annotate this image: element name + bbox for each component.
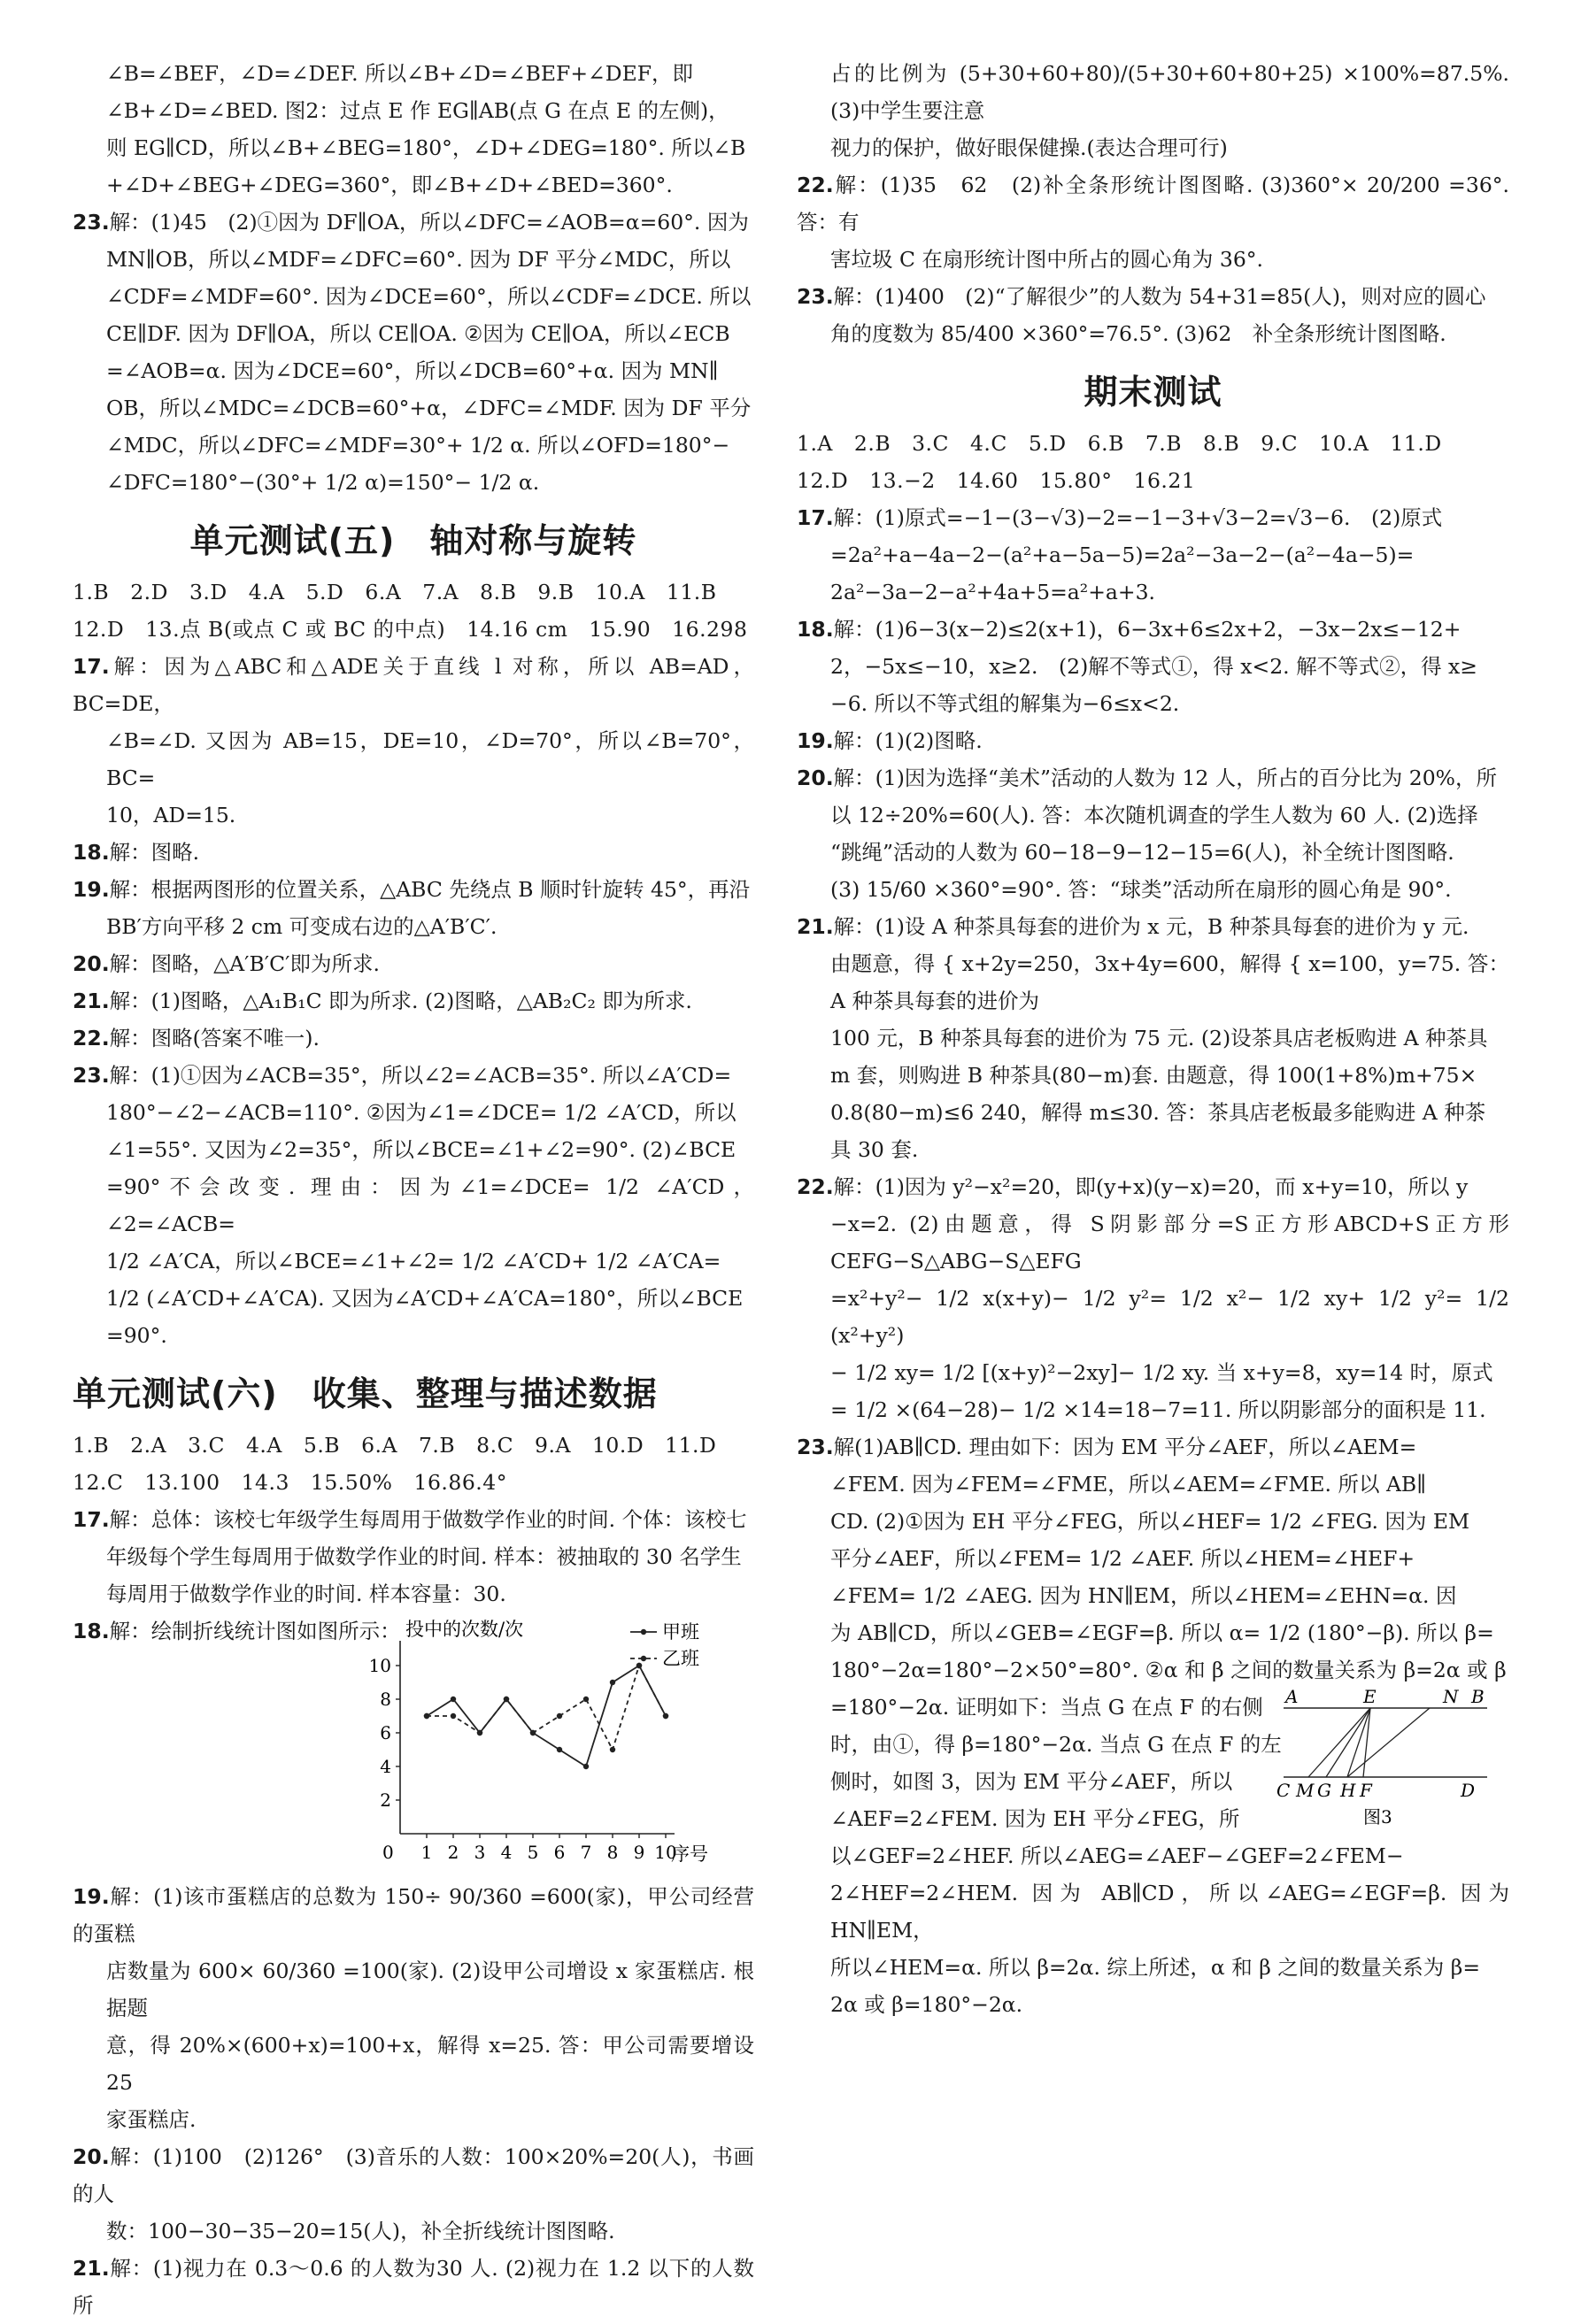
text-line: 解：(1)图略，△A₁B₁C 即为所求. (2)图略，△AB₂C₂ 即为所求. xyxy=(109,989,692,1013)
q22-continuation xyxy=(73,55,754,204)
text-line: 180°−∠2−∠ACB=110°. ②因为∠1=∠DCE= 1/2 ∠A′CD，所以 xyxy=(106,1100,737,1125)
answer-line: 1.B 2.A 3.C 4.A 5.B 6.A 7.B 8.C 9.A 10.D 11.D xyxy=(73,1433,717,1458)
text-line: 占的比例为 (5+30+60+80)/(5+30+60+80+25) ×100%=87.5%. (3)中学生要注意 xyxy=(830,61,1509,123)
x-tick-label: 2 xyxy=(447,1842,459,1863)
text-line: ∠B=∠D. 又因为 AB=15，DE=10，∠D=70°，所以∠B=70°，BC= xyxy=(106,728,754,790)
answer-line: 12.D 13.−2 14.60 15.80° 16.21 xyxy=(797,468,1196,493)
text-line: ∠DFC=180°−(30°+ 1/2 α)=150°− 1/2 α. xyxy=(106,470,540,495)
legend-label: 甲班 xyxy=(662,1621,699,1643)
figure-caption: 图3 xyxy=(1363,1806,1392,1828)
x-tick-label: 7 xyxy=(580,1842,592,1863)
text-line: =2a²+a−4a−2−(a²+a−5a−5)=2a²−3a−2−(a²−4a−5)= xyxy=(830,543,1415,567)
text-line: ∠FEM. 因为∠FEM=∠FME，所以∠AEM=∠FME. 所以 AB∥ xyxy=(830,1472,1427,1497)
left-column xyxy=(73,55,754,2324)
question-20-unit5 xyxy=(73,945,754,982)
text-line: 2a²−3a−2−a²+4a+5=a²+a+3. xyxy=(830,580,1156,604)
data-point xyxy=(583,1697,589,1702)
text-line: ∠CDF=∠MDF=60°. 因为∠DCE=60°，所以∠CDF=∠DCE. 所以 xyxy=(106,284,752,309)
text-line: 以∠GEF=2∠HEF. 所以∠AEG=∠AEF−∠GEF=2∠FEM− xyxy=(830,1843,1404,1868)
x-tick-label: 9 xyxy=(633,1842,645,1863)
x-tick-label: 5 xyxy=(527,1842,539,1863)
data-point xyxy=(504,1697,509,1702)
text-line: ∠1=55°. 又因为∠2=35°，所以∠BCE=∠1+∠2=90°. (2)∠BCE xyxy=(106,1137,737,1162)
text-line: 以 12÷20%=60(人). 答：本次随机调查的学生人数为 60 人. (2)选择 xyxy=(830,803,1478,827)
text-line: 1/2 (∠A′CD+∠A′CA). 又因为∠A′CD+∠A′CA=180°，所以∠BCE xyxy=(106,1286,744,1311)
x-tick-label: 4 xyxy=(500,1842,513,1863)
question-number: 19. xyxy=(797,728,834,753)
text-line: 店数量为 600× 60/360 =100(家). (2)设甲公司增设 x 家蛋糕店. 根据题 xyxy=(106,1958,754,2020)
answer-line: 12.C 13.100 14.3 15.50% 16.86.4° xyxy=(73,1470,507,1495)
question-17-unit5 xyxy=(73,648,754,834)
text-line: 解：因为△ABC和△ADE关于直线 l 对称，所以 AB=AD，BC=DE， xyxy=(73,654,754,716)
answer-line: 1.A 2.B 3.C 4.C 5.D 6.B 7.B 8.B 9.C 10.A 11.D xyxy=(797,431,1442,456)
text-line: 解：(1)400 (2)“了解很少”的人数为 54+31=85(人)，则对应的圆心 xyxy=(833,284,1486,309)
question-number: 19. xyxy=(73,1884,110,1909)
text-line: CE∥DF. 因为 DF∥OA，所以 CE∥OA. ②因为 CE∥OA，所以∠ECB xyxy=(106,321,730,346)
question-number: 23. xyxy=(73,1063,110,1088)
text-line: (3) 15/60 ×360°=90°. 答：“球类”活动所在扇形的圆心角是 90°. xyxy=(830,877,1452,902)
text-line: 解：根据两图形的位置关系，△ABC 先绕点 B 顺时针旋转 45°，再沿 xyxy=(109,877,751,902)
text-line: =90°不会改变. 理由：因为∠1=∠DCE= 1/2 ∠A′CD，∠2=∠ACB= xyxy=(106,1174,754,1236)
data-point xyxy=(663,1713,668,1719)
text-line: = 1/2 ×(64−28)− 1/2 ×14=18−7=11. 所以阴影部分的面积是 11. xyxy=(830,1397,1486,1422)
text-line: 年级每个学生每周用于做数学作业的时间. 样本：被抽取的 30 名学生 xyxy=(106,1544,742,1569)
section-title-unit5: 单元测试(五) 轴对称与旋转 xyxy=(189,521,637,560)
text-line: m 套，则购进 B 种茶具(80−m)套. 由题意，得 100(1+8%)m+75× xyxy=(830,1063,1477,1088)
question-22-unit5 xyxy=(73,1020,754,1057)
text-line: 解：(1)6−3(x−2)≤2(x+1)，6−3x+6≤2x+2，−3x−2x≤−12+ xyxy=(833,617,1461,642)
text-line: 角的度数为 85/400 ×360°=76.5°. (3)62 补全条形统计图图略. xyxy=(830,321,1446,346)
text-line: 时，由①，得 β=180°−2α. 当点 G 在点 F 的左 xyxy=(830,1732,1282,1757)
x-tick-label: 6 xyxy=(553,1842,566,1863)
text-line: −x=2. (2)由题意，得 S阴影部分=S正方形ABCD+S正方形CEFG−S△ABG−S△EFG xyxy=(830,1212,1509,1274)
text-line: 解：(1)视力在 0.3～0.6 的人数为30 人. (2)视力在 1.2 以下的人数所 xyxy=(73,2256,754,2318)
data-point xyxy=(557,1747,562,1752)
data-point xyxy=(424,1713,429,1719)
section-title-unit6: 单元测试(六) 收集、整理与描述数据 xyxy=(73,1374,658,1413)
question-number: 20. xyxy=(797,766,834,790)
text-line: 所以∠HEM=α. 所以 β=2α. 综上所述，α 和 β 之间的数量关系为 β= xyxy=(830,1955,1481,1980)
question-19-final xyxy=(797,722,1509,759)
text-line: BB′方向平移 2 cm 可变成右边的△A′B′C′. xyxy=(106,914,497,939)
text-line: 解：图略(答案不唯一). xyxy=(109,1026,320,1050)
label-c: C xyxy=(1276,1780,1291,1801)
question-number: 23. xyxy=(797,284,834,309)
text-line: =180°−2α. 证明如下：当点 G 在点 F 的右侧 xyxy=(830,1695,1263,1720)
label-g: G xyxy=(1317,1780,1331,1801)
label-n: N xyxy=(1443,1689,1459,1707)
section-title-final: 期末测试 xyxy=(1084,373,1222,412)
text-line: 解：(1)45 (2)①因为 DF∥OA，所以∠DFC=∠AOB=α=60°. 因为 xyxy=(109,210,749,235)
question-number: 18. xyxy=(73,840,110,865)
text-line: 视力的保护，做好眼保健操.(表达合理可行) xyxy=(830,135,1228,160)
data-point xyxy=(610,1680,615,1685)
data-point xyxy=(557,1713,562,1719)
text-line: 解：总体：该校七年级学生每周用于做数学作业的时间. 个体：该校七 xyxy=(109,1507,747,1532)
label-a: A xyxy=(1285,1689,1299,1707)
text-line: 害垃圾 C 在扇形统计图中所占的圆心角为 36°. xyxy=(830,247,1264,272)
text-line: 2，−5x≤−10，x≥2. (2)解不等式①，得 x<2. 解不等式②，得 x≥ xyxy=(830,654,1478,679)
question-number: 21. xyxy=(73,989,110,1013)
label-b: B xyxy=(1471,1689,1485,1707)
text-line: 解：(1)因为 y²−x²=20，即(y+x)(y−x)=20，而 x+y=10，所以 y xyxy=(833,1174,1469,1199)
question-20-unit6 xyxy=(73,2138,754,2250)
text-line: =x²+y²− 1/2 x(x+y)− 1/2 y²= 1/2 x²− 1/2 xy+ 1/2 y²= 1/2 (x²+y²) xyxy=(830,1286,1509,1348)
text-line: =90°. xyxy=(106,1323,167,1348)
segment-eg xyxy=(1326,1708,1370,1777)
question-23-unit4 xyxy=(73,204,754,501)
text-line: 100 元，B 种茶具每套的进价为 75 元. (2)设茶具店老板购进 A 种茶具 xyxy=(830,1026,1488,1050)
text-line: 0.8(80−m)≤6 240，解得 m≤30. 答：茶具店老板最多能购进 A 种茶 xyxy=(830,1100,1486,1125)
text-line: 解：绘制折线统计图如图所示： xyxy=(109,1619,401,1643)
text-line: 则 EG∥CD，所以∠B+∠BEG=180°，∠D+∠DEG=180°. 所以∠B xyxy=(106,135,746,160)
question-22-final xyxy=(797,1168,1509,1428)
text-line: 1/2 ∠A′CA，所以∠BCE=∠1+∠2= 1/2 ∠A′CD+ 1/2 ∠A′CA= xyxy=(106,1249,721,1274)
text-line: 解：(1)①因为∠ACB=35°，所以∠2=∠ACB=35°. 所以∠A′CD= xyxy=(109,1063,732,1088)
text-line: 10，AD=15. xyxy=(106,803,236,827)
question-21-unit5 xyxy=(73,982,754,1020)
text-line: +∠D+∠BEG+∠DEG=360°，即∠B+∠D+∠BED=360°. xyxy=(106,173,673,197)
y-tick-label: 10 xyxy=(368,1655,391,1676)
question-18-unit6 xyxy=(73,1612,754,1878)
x-tick-label: 3 xyxy=(474,1842,486,1863)
question-number: 21. xyxy=(797,914,834,939)
question-number: 20. xyxy=(73,2144,110,2169)
text-line: MN∥OB，所以∠MDF=∠DFC=60°. 因为 DF 平分∠MDC，所以 xyxy=(106,247,731,272)
question-20-final xyxy=(797,759,1509,908)
text-line: −6. 所以不等式组的解集为−6≤x<2. xyxy=(830,691,1180,716)
question-number: 20. xyxy=(73,951,110,976)
text-line: 平分∠AEF，所以∠FEM= 1/2 ∠AEF. 所以∠HEM=∠HEF+ xyxy=(830,1546,1415,1571)
line-chart xyxy=(365,1612,719,1869)
series-line-2 xyxy=(427,1666,666,1750)
text-line: 每周用于做数学作业的时间. 样本容量：30. xyxy=(106,1581,506,1606)
x-tick-label: 10 xyxy=(654,1842,677,1863)
text-line: 2∠HEF=2∠HEM. 因为 AB∥CD，所以∠AEG=∠EGF=β. 因为 HN∥EM， xyxy=(830,1881,1509,1943)
answer-line: 12.D 13.点 B(或点 C 或 BC 的中点) 14.16 cm 15.90 16.298 xyxy=(73,617,748,642)
text-line: 解：(1)该市蛋糕店的总数为 150÷ 90/360 =600(家)，甲公司经营的蛋糕 xyxy=(73,1884,754,1946)
question-number: 19. xyxy=(73,877,110,902)
text-line: ∠AEF=2∠FEM. 因为 EH 平分∠FEG，所 xyxy=(830,1806,1240,1831)
question-number: 17. xyxy=(797,505,834,530)
question-number: 18. xyxy=(73,1619,110,1643)
text-line: ∠FEM= 1/2 ∠AEG. 因为 HN∥EM，所以∠HEM=∠EHN=α. 因 xyxy=(830,1583,1457,1608)
origin-label: 0 xyxy=(382,1842,394,1863)
question-18-unit5 xyxy=(73,834,754,871)
text-line: 侧时，如图 3，因为 EM 平分∠AEF，所以 xyxy=(830,1769,1233,1794)
data-point xyxy=(477,1730,482,1735)
question-23-final xyxy=(797,1428,1509,2023)
text-line: 解：图略. xyxy=(109,840,200,865)
text-line: 解(1)AB∥CD. 理由如下：因为 EM 平分∠AEF，所以∠AEM= xyxy=(833,1435,1417,1459)
question-23-unit5 xyxy=(73,1057,754,1354)
y-axis-label: 投中的次数/次 xyxy=(405,1619,524,1640)
figure-3-block xyxy=(797,1689,1509,1837)
y-tick-label: 6 xyxy=(380,1722,391,1743)
label-e: E xyxy=(1363,1689,1377,1707)
right-column xyxy=(797,55,1509,2023)
text-line: 具 30 套. xyxy=(830,1137,919,1162)
y-tick-label: 8 xyxy=(380,1689,391,1710)
question-21-final xyxy=(797,908,1509,1168)
question-17-final xyxy=(797,499,1509,611)
answer-line: 1.B 2.D 3.D 4.A 5.D 6.A 7.A 8.B 9.B 10.A 11.B xyxy=(73,580,717,604)
question-number: 22. xyxy=(797,173,834,197)
label-h: H xyxy=(1340,1780,1356,1801)
question-number: 17. xyxy=(73,1507,110,1532)
question-number: 21. xyxy=(73,2256,110,2281)
question-19-unit6 xyxy=(73,1878,754,2138)
text-line: 解：(1)100 (2)126° (3)音乐的人数：100×20%=20(人)，书画的人 xyxy=(73,2144,754,2206)
question-19-unit5 xyxy=(73,871,754,945)
text-line: 家蛋糕店. xyxy=(106,2107,197,2132)
question-number: 17. xyxy=(73,654,110,679)
text-line: CD. (2)①因为 EH 平分∠FEG，所以∠HEF= 1/2 ∠FEG. 因为 EM xyxy=(830,1509,1470,1534)
legend-marker xyxy=(641,1656,646,1661)
text-line: 180°−2α=180°−2×50°=80°. ②α 和 β 之间的数量关系为 β=2α 或 β xyxy=(830,1658,1507,1682)
legend-label: 乙班 xyxy=(662,1648,699,1669)
label-d: D xyxy=(1461,1780,1476,1801)
text-line: 解：(1)设 A 种茶具每套的进价为 x 元，B 种茶具每套的进价为 y 元. xyxy=(833,914,1469,939)
question-number: 18. xyxy=(797,617,834,642)
text-line: 为 AB∥CD，所以∠GEB=∠EGF=β. 所以 α= 1/2 (180°−β). 所以 β= xyxy=(830,1620,1494,1645)
legend-marker xyxy=(641,1629,646,1635)
text-line: 由题意，得 { x+2y=250，3x+4y=600，解得 { x=100，y=75. 答：A 种茶具每套的进价为 xyxy=(830,951,1509,1013)
question-number: 23. xyxy=(797,1435,834,1459)
text-line: − 1/2 xy= 1/2 [(x+y)²−2xy]− 1/2 xy. 当 x+y=8，xy=14 时，原式 xyxy=(830,1360,1493,1385)
question-18-final xyxy=(797,611,1509,722)
data-point xyxy=(583,1764,589,1769)
data-point xyxy=(451,1713,456,1719)
question-17-unit6 xyxy=(73,1501,754,1612)
text-line: ∠MDC，所以∠DFC=∠MDF=30°+ 1/2 α. 所以∠OFD=180°− xyxy=(106,433,730,458)
question-number: 22. xyxy=(797,1174,834,1199)
question-number: 23. xyxy=(73,210,110,235)
segment-em xyxy=(1308,1708,1370,1777)
x-tick-label: 1 xyxy=(420,1842,433,1863)
text-line: 解：(1)原式=−1−(3−√3)−2=−1−3+√3−2=√3−6. (2)原式 xyxy=(833,505,1443,530)
series-line-1 xyxy=(427,1666,666,1766)
y-tick-label: 4 xyxy=(380,1756,391,1777)
label-m: M xyxy=(1296,1780,1315,1801)
y-tick-label: 2 xyxy=(380,1789,391,1811)
text-line: 解：(1)35 62 (2)补全条形统计图图略. (3)360°× 20/200 =36°. 答：有 xyxy=(797,173,1509,235)
text-line: 解：(1)因为选择“美术”活动的人数为 12 人，所占的百分比为 20%，所 xyxy=(833,766,1498,790)
text-line: “跳绳”活动的人数为 60−18−9−12−15=6(人)，补全统计图图略. xyxy=(830,840,1454,865)
figure-3 xyxy=(1275,1689,1496,1835)
text-line: 解：(1)(2)图略. xyxy=(833,728,983,753)
x-axis-label: 序号 xyxy=(671,1843,708,1865)
x-tick-label: 8 xyxy=(606,1842,619,1863)
data-point xyxy=(530,1730,536,1735)
question-21-unit6 xyxy=(73,2250,754,2324)
data-point xyxy=(610,1747,615,1752)
text-line: =∠AOB=α. 因为∠DCE=60°，所以∠DCB=60°+α. 因为 MN∥ xyxy=(106,358,719,383)
segment-hn xyxy=(1347,1708,1430,1777)
data-point xyxy=(451,1697,456,1702)
text-line: ∠B+∠D=∠BED. 图2：过点 E 作 EG∥AB(点 G 在点 E 的左侧)， xyxy=(106,98,729,123)
question-number: 22. xyxy=(73,1026,110,1050)
question-23-unit6 xyxy=(797,278,1509,352)
text-line: ∠B=∠BEF，∠D=∠DEF. 所以∠B+∠D=∠BEF+∠DEF，即 xyxy=(106,61,694,86)
data-point xyxy=(636,1663,642,1668)
text-line: 意，得 20%×(600+x)=100+x，解得 x=25. 答：甲公司需要增设 25 xyxy=(106,2033,754,2095)
label-f: F xyxy=(1360,1780,1372,1801)
text-line: OB，所以∠MDC=∠DCB=60°+α，∠DFC=∠MDF. 因为 DF 平分 xyxy=(106,396,752,420)
text-line: 2α 或 β=180°−2α. xyxy=(830,1992,1023,2017)
text-line: 解：图略，△A′B′C′即为所求. xyxy=(109,951,380,976)
question-22-unit6 xyxy=(797,166,1509,278)
text-line: 数：100−30−35−20=15(人)，补全折线统计图图略. xyxy=(106,2219,615,2243)
